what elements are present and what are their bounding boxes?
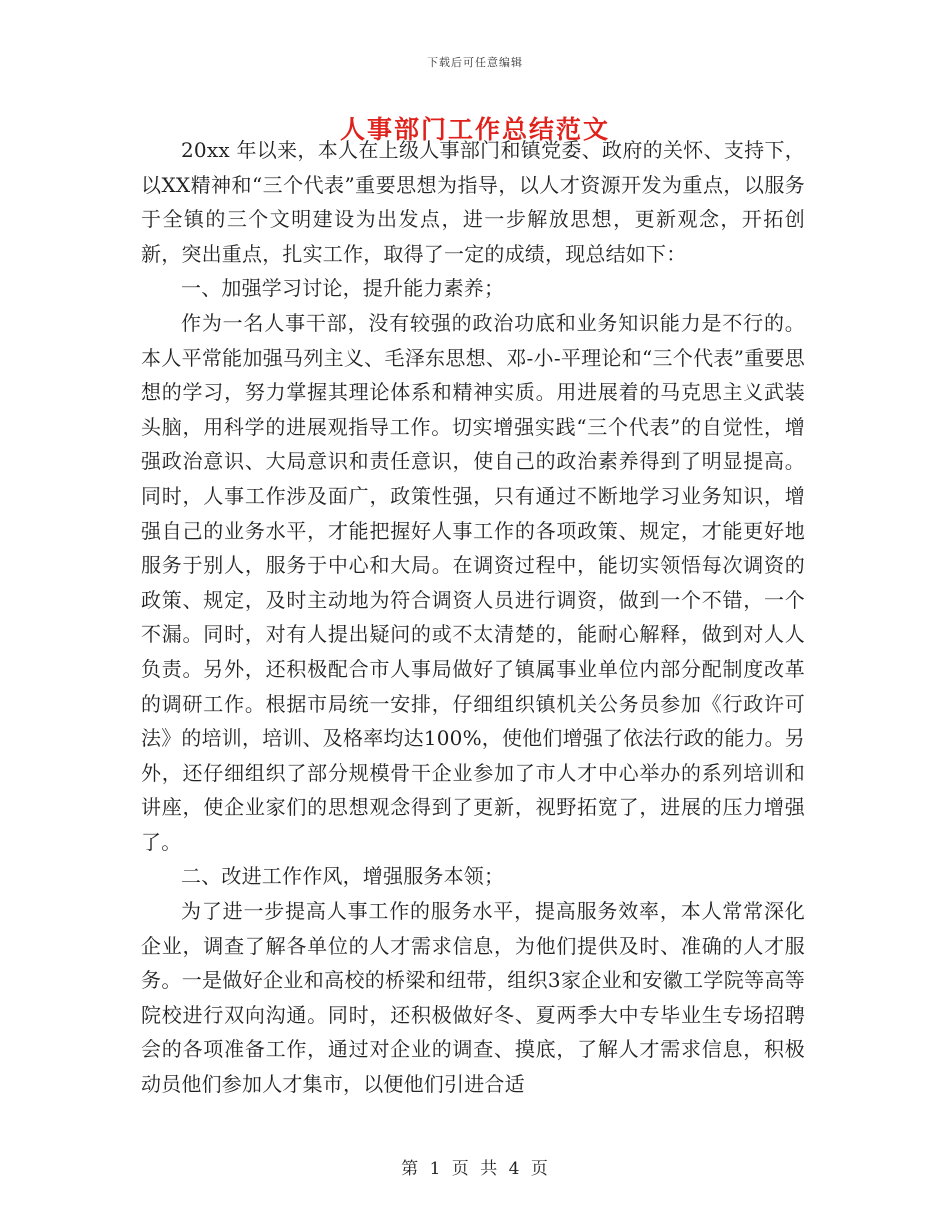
page-number: 第 1 页 共 4 页	[401, 1159, 549, 1179]
document-title: 人事部门工作总结范文	[339, 115, 610, 144]
section-heading-1: 一、加强学习讨论，提升能力素养；	[181, 276, 505, 301]
section-heading-2: 二、改进工作作风，增强服务本领；	[181, 864, 505, 889]
paragraph-section-1: 作为一名人事干部，没有较强的政治功底和业务知识能力是不行的。本人平常能加强马列主义、毛泽东思想、邓-小-平理论和“三个代表”重要思想的学习，努力掌握其理论体系和精神实质。用进展着的马克思主义武装头脑，用科学的进展观指导工作。切实增强实践“三个代表”的自觉性，增强政治意识、大局意识和责任意识，使自己的政治素养得到了明显提高。同时，人事工作涉及面广，政策性强，只有通过不断地学习业务知识，增强自己的业务水平，才能把握好人事工作的各项政策、规定，才能更好地服务于别人，服务于中心和大局。在调资过程中，能切实领悟每次调资的政策、规定，及时主动地为符合调资人员进行调资，做到一个不错，一个不漏。同时，对有人提出疑问的或不太清楚的，能耐心解释，做到对人人负责。另外，还积极配合市人事局做好了镇属事业单位内部分配制度改革的调研工作。根据市局统一安排，仔细组织镇机关公务员参加《行政许可法》的培训，培训、及格率均达100%，使他们增强了依法行政的能力。另外，还仔细组织了部分规模骨干企业参加了市人才中心举办的系列培训和讲座，使企业家们的思想观念得到了更新，视野拓宽了，进展的压力增强了。	[141, 310, 805, 854]
document-body	[141, 133, 805, 1102]
paragraph-intro: 20xx 年以来，本人在上级人事部门和镇党委、政府的关怀、支持下，以XX精神和“三个代表”重要思想为指导，以人才资源开发为重点，以服务于全镇的三个文明建设为出发点，进一步解放思想，更新观念，开拓创新，突出重点，扎实工作，取得了一定的成绩，现总结如下：	[141, 138, 805, 266]
header-note: 下载后可任意编辑	[427, 56, 523, 69]
paragraph-section-2: 为了进一步提高人事工作的服务水平，提高服务效率，本人常常深化企业，调查了解各单位的人才需求信息，为他们提供及时、准确的人才服务。一是做好企业和高校的桥梁和纽带，组织3家企业和安徽工学院等高等院校进行双向沟通。同时，还积极做好冬、夏两季大中专毕业生专场招聘会的各项准备工作，通过对企业的调查、摸底，了解人才需求信息，积极动员他们参加人才集市，以便他们引进合适	[141, 899, 805, 1097]
